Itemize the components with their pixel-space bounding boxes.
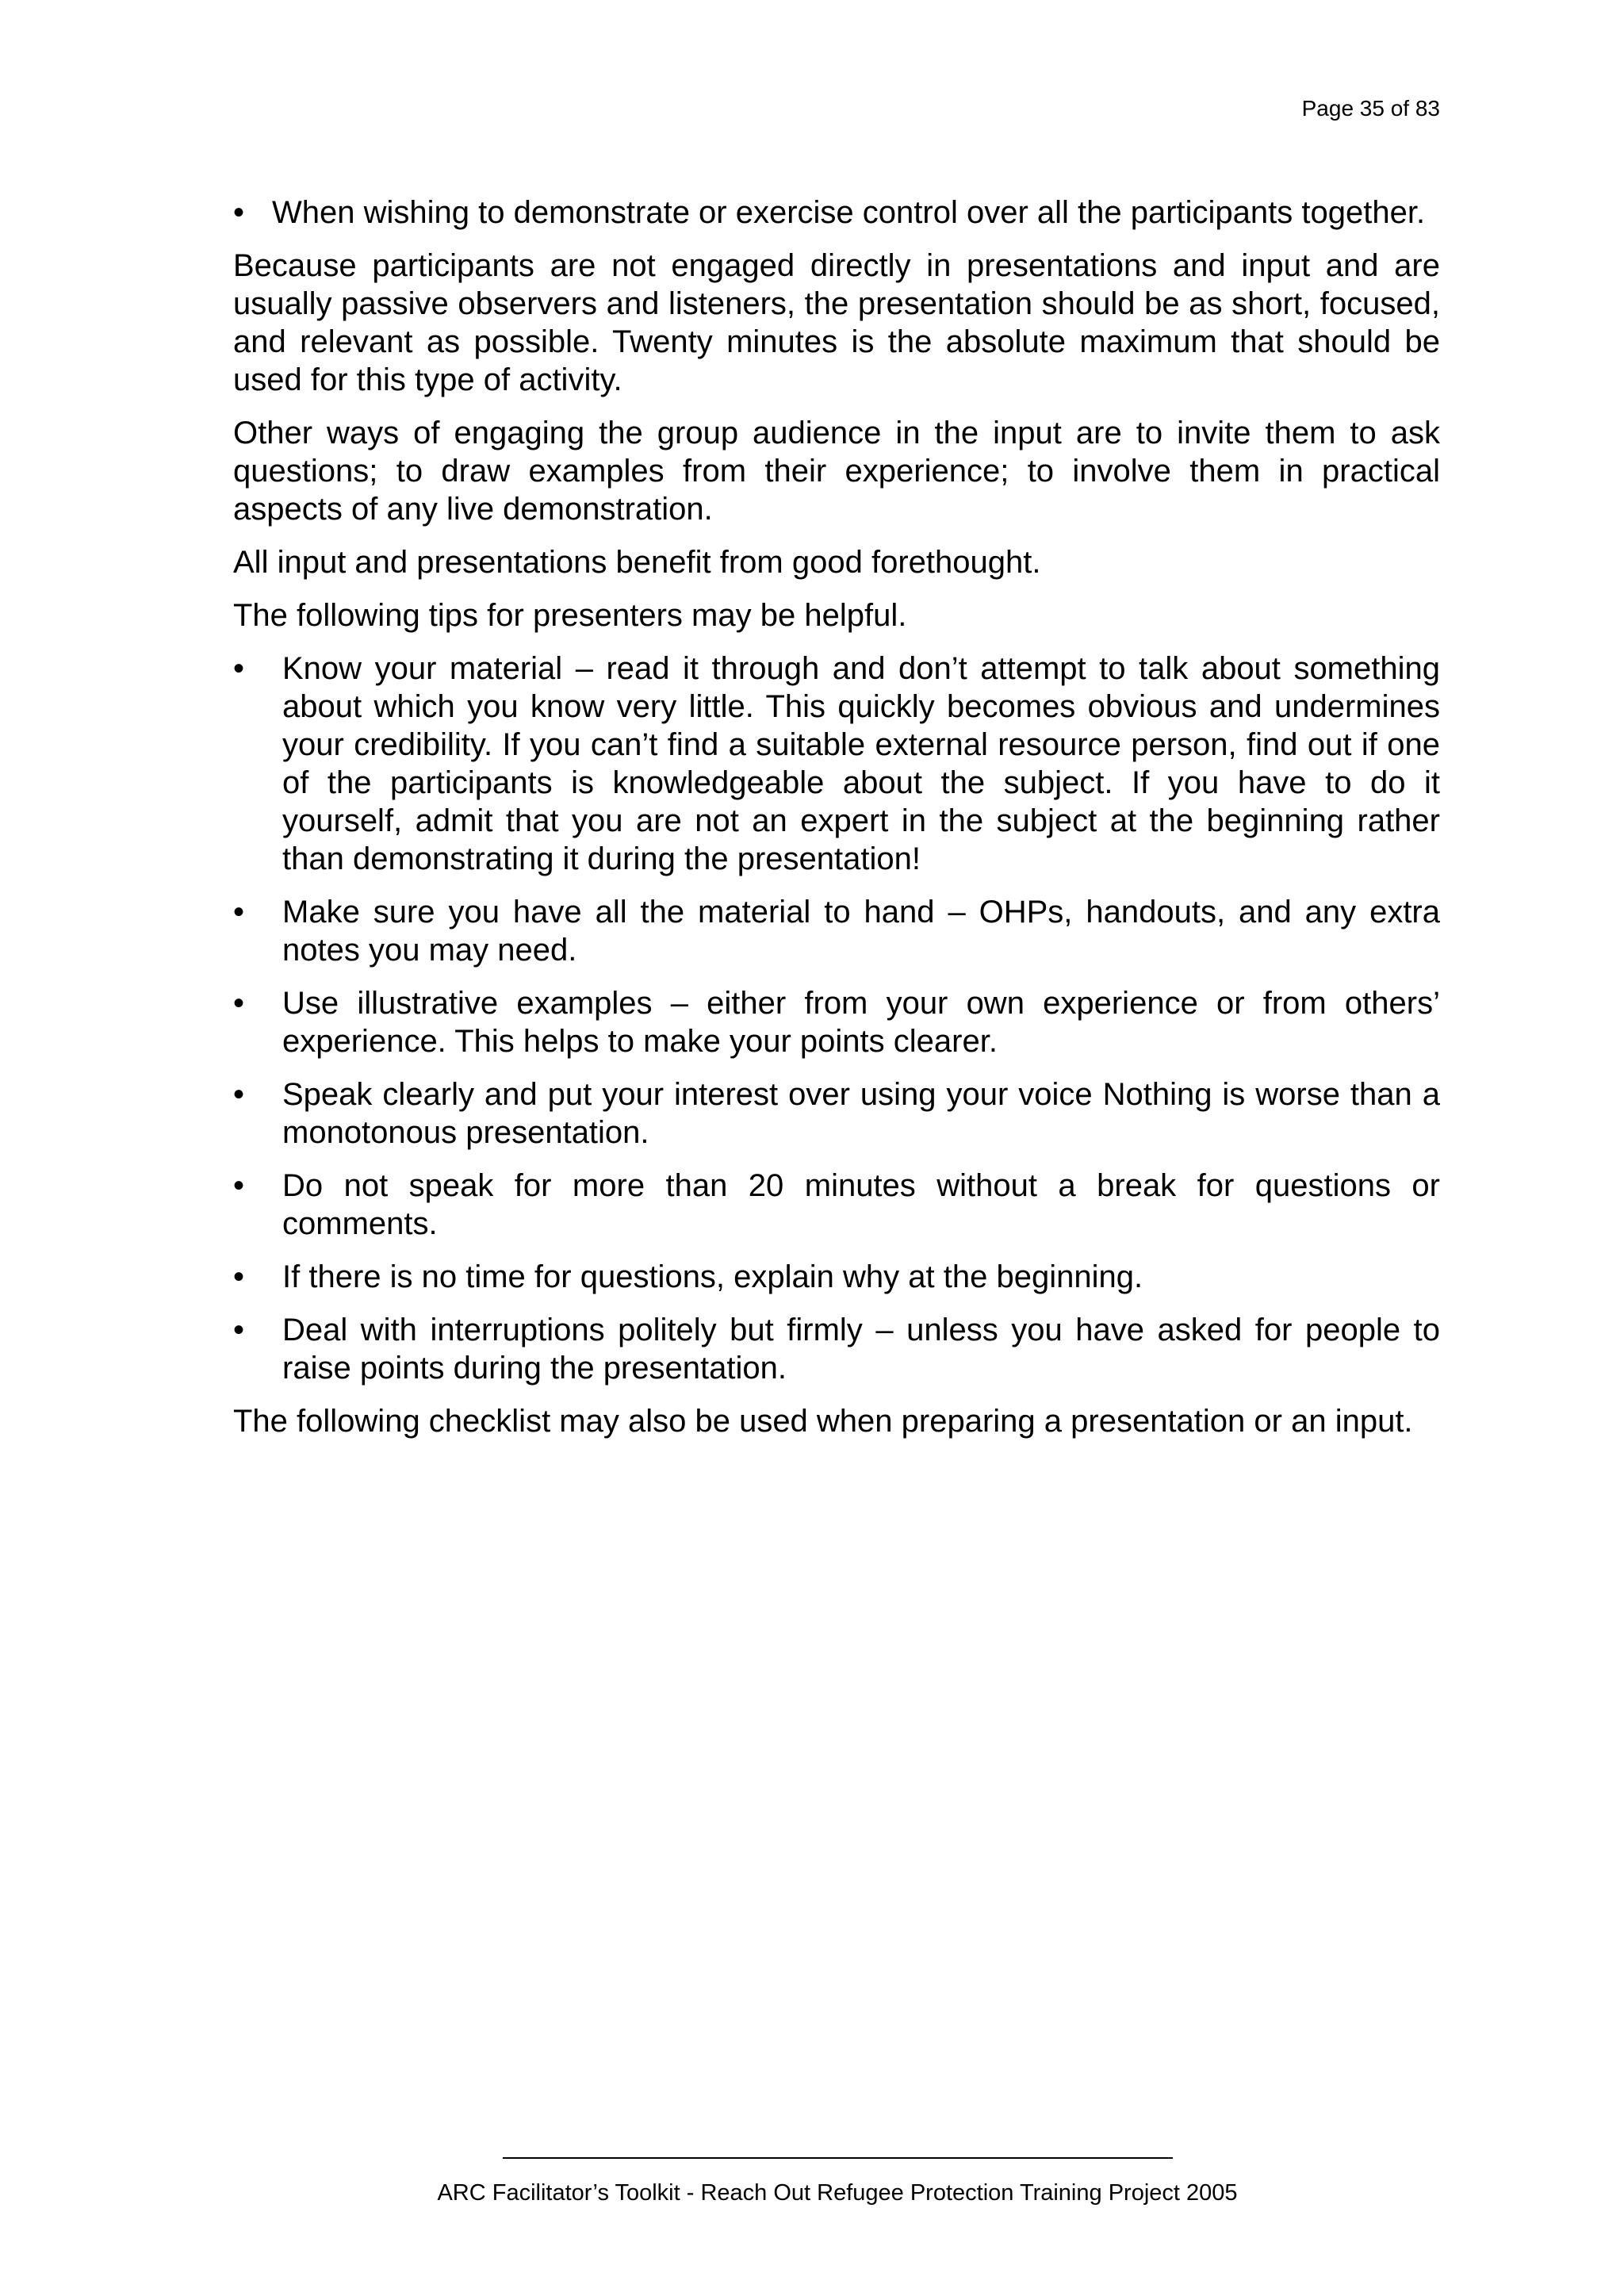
page-body bbox=[233, 194, 1440, 1455]
tip-text: Make sure you have all the material to hand – OHPs, handouts, and any extra notes you may need. bbox=[282, 895, 1440, 968]
tip-text: Deal with interruptions politely but firmly – unless you have asked for people to raise points during the presentation. bbox=[282, 1313, 1440, 1386]
bullet-icon: • bbox=[233, 1168, 245, 1203]
bullet-icon: • bbox=[233, 651, 245, 686]
tip-text: Use illustrative examples – either from your own experience or from others’ experience. This helps to make your points clearer. bbox=[282, 986, 1440, 1059]
tip-text: Speak clearly and put your interest over using your voice Nothing is worse than a monotonous presentation. bbox=[282, 1077, 1440, 1150]
bullet-icon: • bbox=[233, 1313, 245, 1347]
bullet-icon: • bbox=[233, 986, 245, 1021]
bullet-text: When wishing to demonstrate or exercise control over all the participants together. bbox=[272, 195, 1426, 230]
list-item bbox=[233, 1075, 1440, 1152]
tips-list bbox=[233, 650, 1440, 1387]
tip-text: Know your material – read it through and don’t attempt to talk about something about which you know very little. This quickly becomes obvious and undermines your credibility. If you can’t find a suitable external resource person, find out if one of the participants is knowledgeable about the subject. If you have to do it yourself, admit that you are not an expert in the subject at the beginning rather than demonstrating it during the presentation! bbox=[282, 651, 1440, 876]
list-item bbox=[233, 1167, 1440, 1243]
intro-bullet-list bbox=[233, 194, 1440, 232]
footer-text: ARC Facilitator’s Toolkit - Reach Out Refugee Protection Training Project 2005 bbox=[437, 2180, 1238, 2206]
paragraph-checklist-intro: The following checklist may also be used when preparing a presentation or an input. bbox=[233, 1404, 1413, 1439]
list-item bbox=[233, 194, 1440, 232]
bullet-icon: • bbox=[233, 195, 245, 230]
list-item bbox=[233, 893, 1440, 969]
list-item bbox=[233, 1258, 1440, 1296]
bullet-icon: • bbox=[233, 1077, 245, 1112]
paragraph-passive-observers: Because participants are not engaged directly in presentations and input and are usually passive observers and listeners, the presentation should be as short, focused, and relevant as possible. Twenty minutes is the absolute maximum that should be used for this type of activity. bbox=[233, 248, 1440, 397]
paragraph-forethought: All input and presentations benefit from good forethought. bbox=[233, 545, 1041, 580]
list-item bbox=[233, 650, 1440, 878]
bullet-icon: • bbox=[233, 1259, 245, 1294]
footer-divider bbox=[503, 2157, 1173, 2159]
tip-text: If there is no time for questions, explain why at the beginning. bbox=[282, 1259, 1143, 1294]
tip-text: Do not speak for more than 20 minutes without a break for questions or comments. bbox=[282, 1168, 1440, 1241]
paragraph-tips-intro: The following tips for presenters may be helpful. bbox=[233, 598, 907, 633]
paragraph-engaging-audience: Other ways of engaging the group audience in the input are to invite them to ask questions; to draw examples from their experience; to involve them in practical aspects of any live demonstration. bbox=[233, 416, 1440, 527]
page-number: Page 35 of 83 bbox=[1301, 96, 1440, 121]
list-item bbox=[233, 984, 1440, 1060]
bullet-icon: • bbox=[233, 895, 245, 930]
list-item bbox=[233, 1311, 1440, 1387]
